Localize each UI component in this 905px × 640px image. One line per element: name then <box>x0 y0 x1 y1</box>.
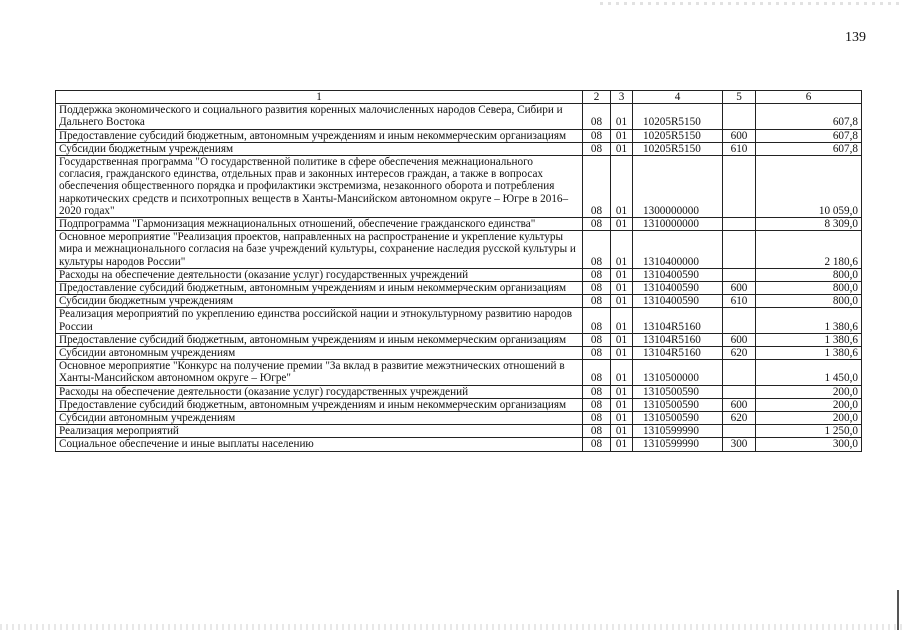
table-row <box>56 282 862 295</box>
cell-subsection: 01 <box>611 282 633 295</box>
cell-name: Реализация мероприятий по укреплению единства российской нации и этнокультурному развитию народов России <box>56 308 583 333</box>
cell-expense-type: 600 <box>723 129 756 142</box>
cell-amount: 1 380,6 <box>756 308 862 333</box>
cell-amount: 1 250,0 <box>756 425 862 438</box>
cell-section: 08 <box>583 142 611 155</box>
table-row <box>56 268 862 281</box>
cell-section: 08 <box>583 438 611 451</box>
table-row <box>56 385 862 398</box>
cell-target-code: 1300000000 <box>633 156 723 218</box>
cell-target-code: 13104R5160 <box>633 308 723 333</box>
cell-expense-type: 620 <box>723 347 756 360</box>
cell-amount: 800,0 <box>756 268 862 281</box>
cell-subsection: 01 <box>611 438 633 451</box>
cell-subsection: 01 <box>611 308 633 333</box>
cell-target-code: 1310599990 <box>633 438 723 451</box>
cell-name: Предоставление субсидий бюджетным, автономным учреждениям и иным некоммерческим организациям <box>56 333 583 346</box>
cell-subsection: 01 <box>611 412 633 425</box>
cell-section: 08 <box>583 156 611 218</box>
cell-section: 08 <box>583 268 611 281</box>
cell-name: Основное мероприятие "Реализация проектов, направленных на распространение и укрепление культуры мира и межнационального согласия на базе учреждений культуры, сохранение наследия русской культуры и культуры народов России" <box>56 231 583 269</box>
cell-subsection: 01 <box>611 295 633 308</box>
cell-name: Расходы на обеспечение деятельности (оказание услуг) государственных учреждений <box>56 385 583 398</box>
cell-amount: 800,0 <box>756 282 862 295</box>
cell-subsection: 01 <box>611 425 633 438</box>
cell-target-code: 1310000000 <box>633 218 723 231</box>
cell-target-code: 13104R5160 <box>633 333 723 346</box>
cell-amount: 1 380,6 <box>756 333 862 346</box>
cell-amount: 8 309,0 <box>756 218 862 231</box>
cell-target-code: 1310400590 <box>633 268 723 281</box>
header-col-1: 1 <box>56 91 583 104</box>
table-row <box>56 425 862 438</box>
cell-name: Предоставление субсидий бюджетным, автономным учреждениям и иным некоммерческим организациям <box>56 129 583 142</box>
table-row <box>56 360 862 385</box>
cell-name: Основное мероприятие "Конкурс на получение премии "За вклад в развитие межэтнических отношений в Ханты-Мансийском автономном округе – Югре" <box>56 360 583 385</box>
cell-amount: 800,0 <box>756 295 862 308</box>
table-row <box>56 438 862 451</box>
cell-expense-type: 300 <box>723 438 756 451</box>
header-col-6: 6 <box>756 91 862 104</box>
cell-expense-type: 600 <box>723 333 756 346</box>
cell-name: Подпрограмма "Гармонизация межнациональных отношений, обеспечение гражданского единства" <box>56 218 583 231</box>
cell-name: Поддержка экономического и социального развития коренных малочисленных народов Севера, Сибири и Дальнего Востока <box>56 104 583 129</box>
cell-subsection: 01 <box>611 360 633 385</box>
cell-subsection: 01 <box>611 218 633 231</box>
table-row <box>56 142 862 155</box>
cell-amount: 1 380,6 <box>756 347 862 360</box>
cell-expense-type: 620 <box>723 412 756 425</box>
cell-section: 08 <box>583 385 611 398</box>
cell-target-code: 1310500590 <box>633 398 723 411</box>
cell-target-code: 1310500590 <box>633 412 723 425</box>
header-col-2: 2 <box>583 91 611 104</box>
table-row <box>56 156 862 218</box>
header-col-4: 4 <box>633 91 723 104</box>
cell-name: Субсидии автономным учреждениям <box>56 412 583 425</box>
cell-expense-type <box>723 385 756 398</box>
table-row <box>56 347 862 360</box>
cell-subsection: 01 <box>611 104 633 129</box>
table-row <box>56 231 862 269</box>
cell-name: Государственная программа "О государственной политике в сфере обеспечения межнационального согласия, гражданского единства, отдельных прав и законных интересов граждан, а также в вопросах обеспечения общественного порядка и профилактики экстремизма, незаконного оборота и потребления наркотических средств и психотропных веществ в Ханты-Мансийском автономном округе – Югре в 2016–2020 годах" <box>56 156 583 218</box>
cell-subsection: 01 <box>611 385 633 398</box>
cell-name: Предоставление субсидий бюджетным, автономным учреждениям и иным некоммерческим организациям <box>56 398 583 411</box>
cell-subsection: 01 <box>611 398 633 411</box>
cell-section: 08 <box>583 360 611 385</box>
cell-section: 08 <box>583 218 611 231</box>
cell-section: 08 <box>583 231 611 269</box>
table-row <box>56 308 862 333</box>
cell-expense-type <box>723 218 756 231</box>
cell-name: Социальное обеспечение и иные выплаты населению <box>56 438 583 451</box>
cell-subsection: 01 <box>611 156 633 218</box>
cell-section: 08 <box>583 398 611 411</box>
cell-section: 08 <box>583 282 611 295</box>
cell-name: Предоставление субсидий бюджетным, автономным учреждениям и иным некоммерческим организациям <box>56 282 583 295</box>
cell-target-code: 1310500000 <box>633 360 723 385</box>
cell-section: 08 <box>583 129 611 142</box>
cell-target-code: 10205R5150 <box>633 129 723 142</box>
cell-section: 08 <box>583 425 611 438</box>
cell-section: 08 <box>583 295 611 308</box>
cell-target-code: 1310599990 <box>633 425 723 438</box>
table-row <box>56 333 862 346</box>
cell-target-code: 10205R5150 <box>633 104 723 129</box>
cell-subsection: 01 <box>611 268 633 281</box>
table-header-row <box>56 91 862 104</box>
cell-amount: 1 450,0 <box>756 360 862 385</box>
cell-target-code: 1310400590 <box>633 282 723 295</box>
cell-section: 08 <box>583 308 611 333</box>
page-number: 139 <box>845 30 866 45</box>
cell-amount: 200,0 <box>756 412 862 425</box>
cell-section: 08 <box>583 412 611 425</box>
cell-expense-type <box>723 360 756 385</box>
cell-expense-type: 600 <box>723 282 756 295</box>
table-row <box>56 129 862 142</box>
cell-section: 08 <box>583 347 611 360</box>
cell-section: 08 <box>583 104 611 129</box>
table-body <box>56 104 862 451</box>
cell-name: Субсидии бюджетным учреждениям <box>56 142 583 155</box>
cell-subsection: 01 <box>611 129 633 142</box>
cell-name: Субсидии бюджетным учреждениям <box>56 295 583 308</box>
cell-subsection: 01 <box>611 142 633 155</box>
scan-artifact-bottom <box>0 624 905 630</box>
table-row <box>56 412 862 425</box>
table-row <box>56 104 862 129</box>
cell-target-code: 1310500590 <box>633 385 723 398</box>
cell-amount: 10 059,0 <box>756 156 862 218</box>
cell-expense-type <box>723 156 756 218</box>
cell-expense-type <box>723 425 756 438</box>
cell-name: Реализация мероприятий <box>56 425 583 438</box>
table-row <box>56 398 862 411</box>
cell-section: 08 <box>583 333 611 346</box>
cell-amount: 2 180,6 <box>756 231 862 269</box>
cell-amount: 300,0 <box>756 438 862 451</box>
scan-artifact-top <box>600 2 900 5</box>
budget-table <box>55 90 862 452</box>
cell-expense-type: 610 <box>723 295 756 308</box>
scan-artifact-right <box>897 590 899 630</box>
cell-subsection: 01 <box>611 333 633 346</box>
cell-subsection: 01 <box>611 347 633 360</box>
cell-amount: 607,8 <box>756 129 862 142</box>
cell-amount: 200,0 <box>756 398 862 411</box>
cell-amount: 607,8 <box>756 104 862 129</box>
cell-amount: 607,8 <box>756 142 862 155</box>
cell-name: Расходы на обеспечение деятельности (оказание услуг) государственных учреждений <box>56 268 583 281</box>
header-col-3: 3 <box>611 91 633 104</box>
cell-name: Субсидии автономным учреждениям <box>56 347 583 360</box>
cell-target-code: 10205R5150 <box>633 142 723 155</box>
cell-expense-type <box>723 104 756 129</box>
cell-expense-type <box>723 308 756 333</box>
cell-amount: 200,0 <box>756 385 862 398</box>
table-row <box>56 295 862 308</box>
table-row <box>56 218 862 231</box>
cell-expense-type <box>723 268 756 281</box>
cell-target-code: 1310400000 <box>633 231 723 269</box>
cell-expense-type: 610 <box>723 142 756 155</box>
cell-target-code: 13104R5160 <box>633 347 723 360</box>
cell-expense-type <box>723 231 756 269</box>
header-col-5: 5 <box>723 91 756 104</box>
cell-expense-type: 600 <box>723 398 756 411</box>
cell-target-code: 1310400590 <box>633 295 723 308</box>
cell-subsection: 01 <box>611 231 633 269</box>
